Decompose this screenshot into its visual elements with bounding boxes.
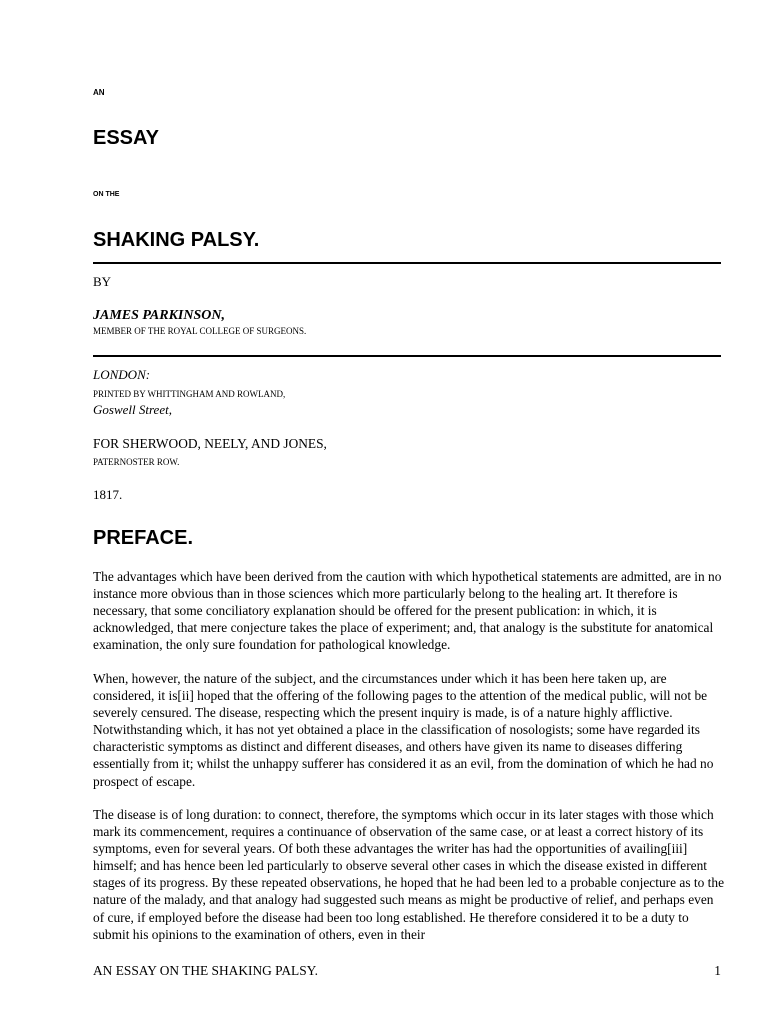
imprint-publisher: FOR SHERWOOD, NEELY, AND JONES, xyxy=(93,436,327,451)
page-number: 1 xyxy=(714,963,721,978)
preface-paragraph-3: The disease is of long duration: to connect, therefore, the symptoms which occur in its later stages with those which mark its commencement, requires a continuance of observation of the same case, or at least a correct history of its symptoms, even for several years. Of both these advantages the writer has had the opportunities of availing[iii] himself; and has hence been led particularly to observe several other cases in which the disease existed in different stages of its progress. By these repeated observations, he hoped that he had been led to a probable conjecture as to the nature of the malady, and that analogy had suggested such means as might be productive of relief, and perhaps even of cure, if employed before the disease had been too long established. He therefore considered it to be a duty to submit his opinions to the examination of others, even in their xyxy=(93,807,725,942)
title-essay: ESSAY xyxy=(93,127,159,149)
imprint-printer: PRINTED BY WHITTINGHAM AND ROWLAND, xyxy=(93,389,286,399)
imprint-publisher-street: PATERNOSTER ROW. xyxy=(93,457,180,467)
byline-by: BY xyxy=(93,274,112,289)
author-title: MEMBER OF THE ROYAL COLLEGE OF SURGEONS. xyxy=(93,326,307,336)
title-an: AN xyxy=(93,88,105,97)
imprint-year: 1817. xyxy=(93,487,123,502)
running-title: AN ESSAY ON THE SHAKING PALSY. xyxy=(93,963,318,978)
author-name: JAMES PARKINSON, xyxy=(93,308,226,323)
preface-paragraph-2: When, however, the nature of the subject, and the circumstances under which it has been here taken up, are considered, it is[ii] hoped that the offering of the following pages to the attention of the medical public, will not be severely censured. The disease, respecting which the present inquiry is made, is of a nature highly afflictive. Notwithstanding which, it has not yet obtained a place in the classification of nosologists; some have regarded its characteristic symptoms as distinct and different diseases, and others have given its name to diseases differing essentially from it; whilst the unhappy sufferer has considered it as an evil, from the domination of which he had no prospect of escape. xyxy=(93,671,714,789)
title-rule-top xyxy=(93,262,721,264)
title-shaking-palsy: SHAKING PALSY. xyxy=(93,229,260,251)
title-rule-bottom xyxy=(93,355,721,357)
preface-paragraph-1: The advantages which have been derived from the caution with which hypothetical statements are admitted, are in no instance more obvious than in those sciences which more particularly belong to the healing art. It therefore is necessary, that some conciliatory explanation should be offered for the present publication: in which, it is acknowledged, that mere conjecture takes the place of experiment; and, that analogy is the substitute for anatomical examination, the only sure foundation for pathological knowledge. xyxy=(93,569,722,653)
title-on-the: ON THE xyxy=(93,191,120,198)
imprint-place: LONDON: xyxy=(93,367,151,382)
imprint-printer-street: Goswell Street, xyxy=(93,402,172,417)
preface-heading: PREFACE. xyxy=(93,527,194,549)
